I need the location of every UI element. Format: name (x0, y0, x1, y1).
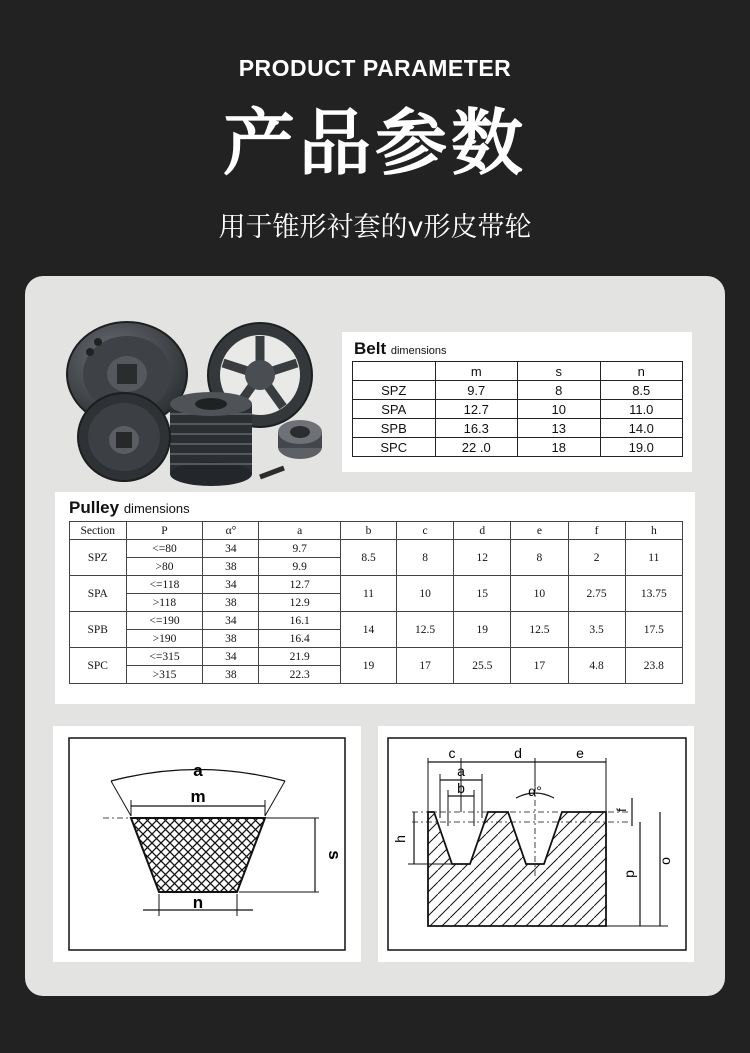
table-cell: <=190 (126, 612, 203, 630)
label-s: s (325, 850, 344, 860)
table-cell: 38 (203, 594, 259, 612)
header-cell: Section (70, 522, 127, 540)
table-cell: 22 .0 (435, 438, 518, 457)
table-cell: 19.0 (600, 438, 683, 457)
table-cell: 17 (397, 648, 454, 684)
table-cell: <=315 (126, 648, 203, 666)
label-b: b (457, 780, 465, 796)
table-cell: 9.7 (435, 381, 518, 400)
header-cell: h (625, 522, 682, 540)
header-cell: e (511, 522, 568, 540)
table-cell: 14 (340, 612, 396, 648)
table-cell: 12.5 (511, 612, 568, 648)
table-cell: >315 (126, 666, 203, 684)
table-cell: 22.3 (259, 666, 341, 684)
title-cn: 产品参数 (222, 101, 527, 185)
belt-title-bold: Belt (354, 339, 387, 358)
table-cell: 21.9 (259, 648, 341, 666)
table-cell: 8.5 (340, 540, 396, 576)
header-cell: P (126, 522, 203, 540)
belt-table-title (354, 339, 447, 359)
label-a: a (193, 761, 203, 780)
pulley-dimensions-card (55, 492, 695, 704)
table-cell: SPZ (353, 381, 436, 400)
table-cell: >118 (126, 594, 203, 612)
label-d: d (514, 745, 522, 761)
table-cell: 4.8 (568, 648, 625, 684)
table-row (70, 612, 683, 630)
belt-table (352, 361, 683, 457)
header-cell (353, 362, 436, 381)
table-cell: 19 (340, 648, 396, 684)
table-cell: 23.8 (625, 648, 682, 684)
label-h: h (392, 835, 408, 843)
table-cell: 38 (203, 666, 259, 684)
header-cell: b (340, 522, 396, 540)
table-row (353, 400, 683, 419)
header-cell: c (397, 522, 454, 540)
header-cell: f (568, 522, 625, 540)
table-cell: 17 (511, 648, 568, 684)
label-a: a (457, 763, 465, 779)
table-cell: 8.5 (600, 381, 683, 400)
pulley-title-small: dimensions (123, 501, 190, 516)
table-cell: 10 (518, 400, 601, 419)
table-header-row (70, 522, 683, 540)
table-cell: SPB (353, 419, 436, 438)
label-m: m (190, 787, 206, 806)
table-cell: 8 (518, 381, 601, 400)
table-cell: <=80 (126, 540, 203, 558)
table-cell: 10 (397, 576, 454, 612)
table-cell: 13.75 (625, 576, 682, 612)
table-cell: 3.5 (568, 612, 625, 648)
table-cell: 34 (203, 540, 259, 558)
section-cell: SPZ (70, 540, 127, 576)
table-cell: 12.5 (397, 612, 454, 648)
table-cell: 17.5 (625, 612, 682, 648)
pulley-groove-diagram (378, 726, 694, 962)
header-cell: α° (203, 522, 259, 540)
table-cell: 12.7 (435, 400, 518, 419)
header-cell: a (259, 522, 341, 540)
belt-title-small: dimensions (390, 345, 447, 357)
header-cell: n (600, 362, 683, 381)
header-cell: s (518, 362, 601, 381)
table-cell: >80 (126, 558, 203, 576)
table-cell: 16.1 (259, 612, 341, 630)
table-cell: 12.7 (259, 576, 341, 594)
table-cell: 11.0 (600, 400, 683, 419)
label-e: e (576, 745, 584, 761)
section-cell: SPA (70, 576, 127, 612)
table-cell: 2 (568, 540, 625, 576)
table-row (353, 419, 683, 438)
pulley-table (69, 521, 683, 684)
table-cell: <=118 (126, 576, 203, 594)
header-cell: d (454, 522, 511, 540)
table-cell: 15 (454, 576, 511, 612)
table-cell: 13 (518, 419, 601, 438)
table-cell: 10 (511, 576, 568, 612)
belt-cross-section-diagram (53, 726, 361, 962)
table-cell: SPC (353, 438, 436, 457)
table-row (70, 540, 683, 558)
table-cell: 18 (518, 438, 601, 457)
label-p: p (621, 870, 637, 878)
table-cell: 12 (454, 540, 511, 576)
table-cell: 8 (397, 540, 454, 576)
table-cell: 8 (511, 540, 568, 576)
table-cell: 14.0 (600, 419, 683, 438)
table-cell: 11 (625, 540, 682, 576)
title-en: PRODUCT PARAMETER (238, 55, 512, 81)
table-cell: 38 (203, 558, 259, 576)
table-cell: SPA (353, 400, 436, 419)
table-cell: 16.4 (259, 630, 341, 648)
label-alpha: α° (528, 783, 542, 799)
table-cell: 16.3 (435, 419, 518, 438)
section-cell: SPC (70, 648, 127, 684)
table-row (70, 648, 683, 666)
table-cell: 25.5 (454, 648, 511, 684)
table-row (353, 438, 683, 457)
label-f: f (614, 808, 629, 812)
label-n: n (192, 893, 204, 912)
product-photo (62, 312, 324, 487)
table-cell: 19 (454, 612, 511, 648)
table-row (70, 576, 683, 594)
label-o: o (657, 857, 673, 865)
header-cell: m (435, 362, 518, 381)
subtitle: 用于锥形衬套的v形皮带轮 (218, 212, 532, 243)
table-cell: 2.75 (568, 576, 625, 612)
table-header-row (353, 362, 683, 381)
section-cell: SPB (70, 612, 127, 648)
table-cell: 34 (203, 576, 259, 594)
pulley-table-title (69, 498, 190, 518)
table-row (353, 381, 683, 400)
table-cell: 38 (203, 630, 259, 648)
table-cell: 34 (203, 612, 259, 630)
pulley-title-bold: Pulley (69, 498, 120, 517)
table-cell: 9.7 (259, 540, 341, 558)
table-cell: 9.9 (259, 558, 341, 576)
table-cell: >190 (126, 630, 203, 648)
table-cell: 34 (203, 648, 259, 666)
table-cell: 12.9 (259, 594, 341, 612)
table-cell: 11 (340, 576, 396, 612)
label-c: c (448, 745, 456, 761)
belt-dimensions-card (342, 332, 692, 472)
